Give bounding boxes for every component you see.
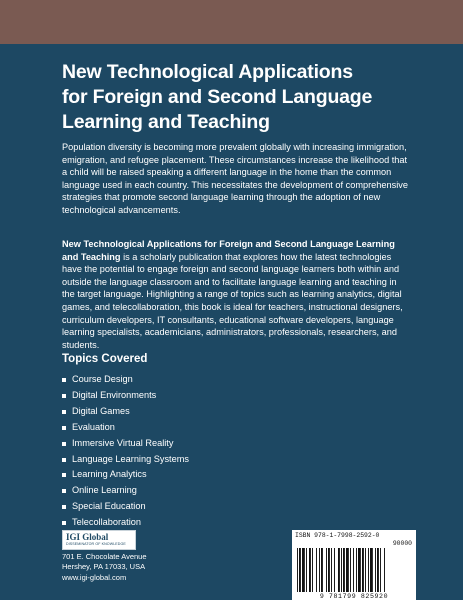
topics-heading: Topics Covered xyxy=(62,353,148,365)
topic-item xyxy=(62,388,189,404)
topic-label: Digital Environments xyxy=(72,389,157,400)
topic-label: Evaluation xyxy=(72,421,115,432)
topic-label: Learning Analytics xyxy=(72,469,147,480)
top-color-band xyxy=(0,0,463,44)
summary-book-title: New Technological Applications for Foreign and Second Language Learning and Teaching xyxy=(62,239,395,262)
publisher-logo-name: IGI Global xyxy=(66,532,109,542)
topic-item xyxy=(62,515,189,531)
publisher-address xyxy=(62,552,147,583)
topic-label: Immersive Virtual Reality xyxy=(72,437,174,448)
address-line: Hershey, PA 17033, USA xyxy=(62,562,146,572)
bullet-icon xyxy=(62,426,66,430)
topic-item xyxy=(62,467,189,483)
barcode-digits: 9 781799 825920 xyxy=(319,593,389,600)
bullet-icon xyxy=(62,394,66,398)
bullet-icon xyxy=(62,489,66,493)
bullet-icon xyxy=(62,410,66,414)
book-title xyxy=(62,60,422,135)
title-line: for Foreign and Second Language xyxy=(62,86,373,108)
description-paragraph: Population diversity is becoming more prevalent globally with increasing immigration, emigration, and refugee placement. These circumstances increase the likelihood that a child will be raised speaking a different language in the home than the common language used in each country. This necessitates the development of comprehensive strategies that promote second language learning through the adoption of new technological advancements. xyxy=(62,142,408,215)
topic-item xyxy=(62,452,189,468)
topic-item xyxy=(62,499,189,515)
publisher-website: www.igi-global.com xyxy=(62,572,127,582)
summary-text: is a scholarly publication that explores how the latest technologies have the potential to engage foreign and second language learners both within and outside the language classroom and to facilitate language learning and teaching in the target language. Highlighting a range of topics such as learning analytics, digital games, and telecollaboration, this book is ideal for teachers, instructional designers, curriculum developers, IT consultants, educational software developers, language learning specialists, academicians, administrators, professionals, researchers, and students. xyxy=(62,251,403,350)
address-line: 701 E. Chocolate Avenue xyxy=(62,552,147,561)
bullet-icon xyxy=(62,521,66,525)
topic-item xyxy=(62,483,189,499)
price-code: 90000 xyxy=(392,540,412,547)
title-line: Learning and Teaching xyxy=(62,111,270,133)
bullet-icon xyxy=(62,442,66,446)
topic-label: Language Learning Systems xyxy=(72,453,189,464)
topics-list xyxy=(62,372,189,531)
publisher-logo xyxy=(62,530,136,550)
topic-label: Course Design xyxy=(72,374,133,384)
barcode-icon xyxy=(296,548,412,592)
topic-item xyxy=(62,420,189,436)
isbn-label: ISBN 978-1-7998-2592-0 xyxy=(295,532,380,539)
topic-item xyxy=(62,404,189,420)
bullet-icon xyxy=(62,505,66,509)
barcode-box xyxy=(292,530,416,604)
topic-label: Telecollaboration xyxy=(72,517,141,528)
title-line: New Technological Applications xyxy=(62,61,353,83)
topic-item xyxy=(62,436,189,452)
topic-label: Digital Games xyxy=(72,405,130,416)
topic-label: Online Learning xyxy=(72,485,137,496)
bullet-icon xyxy=(62,458,66,462)
topic-item xyxy=(62,372,189,388)
bullet-icon xyxy=(62,378,66,382)
back-cover xyxy=(0,44,463,600)
bullet-icon xyxy=(62,473,66,477)
publisher-logo-tagline: DISSEMINATOR OF KNOWLEDGE xyxy=(66,542,126,546)
summary-paragraph xyxy=(62,238,410,351)
topic-label: Special Education xyxy=(72,501,146,512)
